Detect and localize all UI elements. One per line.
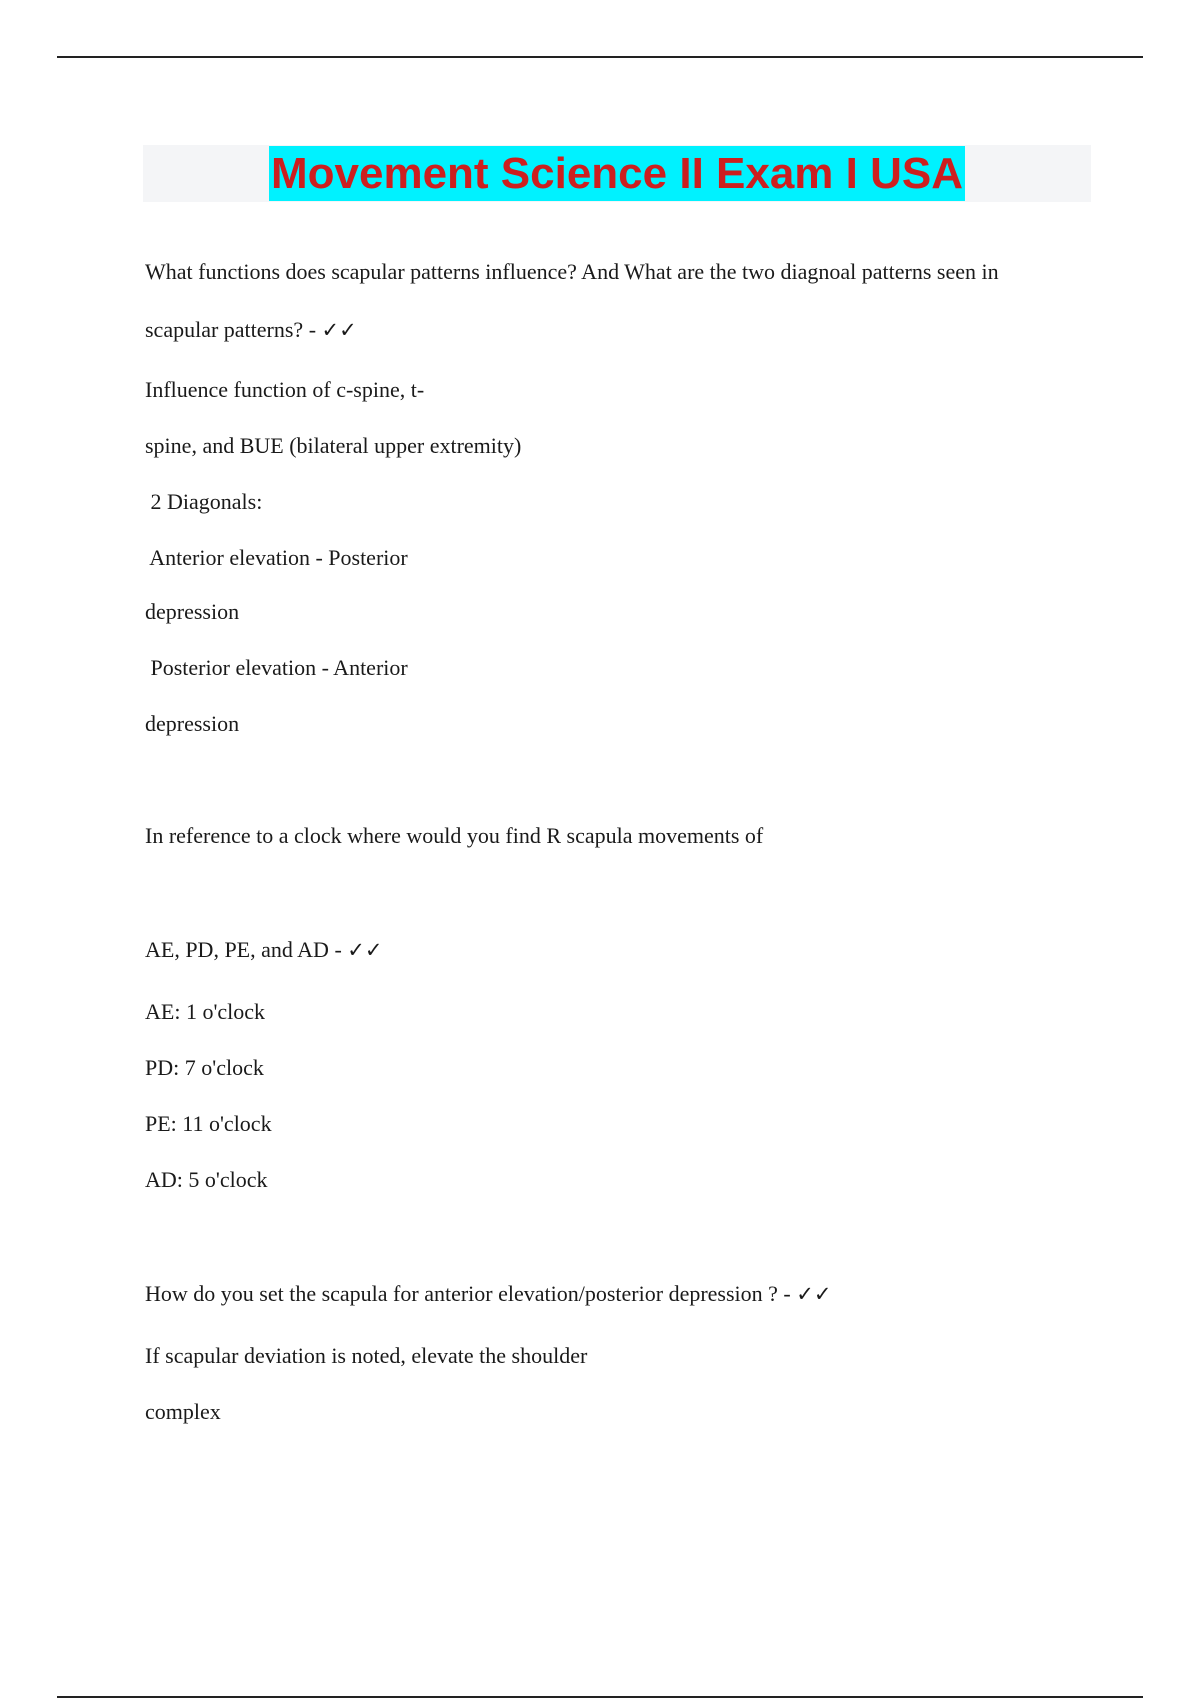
answer-1-line-7: depression [145, 711, 240, 736]
question-2-line-2 [145, 936, 382, 964]
answer-2-line-3: PE: 11 o'clock [145, 1111, 272, 1136]
question-2-text: AE, PD, PE, and AD - [145, 937, 348, 962]
double-check-icon: ✓✓ [796, 1282, 832, 1306]
answer-2-line-2: PD: 7 o'clock [145, 1055, 264, 1080]
double-check-icon: ✓✓ [321, 318, 357, 342]
answer-3-line-1: If scapular deviation is noted, elevate the shoulder [145, 1343, 588, 1368]
answer-1-line-4: Anterior elevation - Posterior [145, 545, 408, 570]
answer-1-line-6: Posterior elevation - Anterior [145, 655, 408, 680]
answer-1-line-5: depression [145, 599, 240, 624]
answer-1-line-1: Influence function of c-spine, t- [145, 377, 425, 402]
answer-3-line-2: complex [145, 1399, 221, 1424]
question-1-line-2 [145, 316, 357, 344]
question-3-text: How do you set the scapula for anterior elevation/posterior depression ? - [145, 1281, 797, 1306]
answer-2-line-1: AE: 1 o'clock [145, 999, 266, 1024]
answer-1-line-3: 2 Diagonals: [145, 489, 263, 514]
title-band [143, 145, 1091, 202]
answer-2-line-4: AD: 5 o'clock [145, 1167, 268, 1192]
top-rule [57, 56, 1143, 58]
page-title: Movement Science II Exam I USA [269, 146, 965, 201]
question-2-line-1: In reference to a clock where would you find R scapula movements of [145, 823, 764, 848]
question-3-line-1 [145, 1280, 831, 1308]
bottom-rule [57, 1696, 1143, 1698]
double-check-icon: ✓✓ [347, 938, 383, 962]
answer-1-line-2: spine, and BUE (bilateral upper extremity) [145, 433, 522, 458]
question-1-text: scapular patterns? - [145, 317, 322, 342]
question-1-line-1: What functions does scapular patterns influence? And What are the two diagnoal patterns seen in [145, 259, 999, 284]
